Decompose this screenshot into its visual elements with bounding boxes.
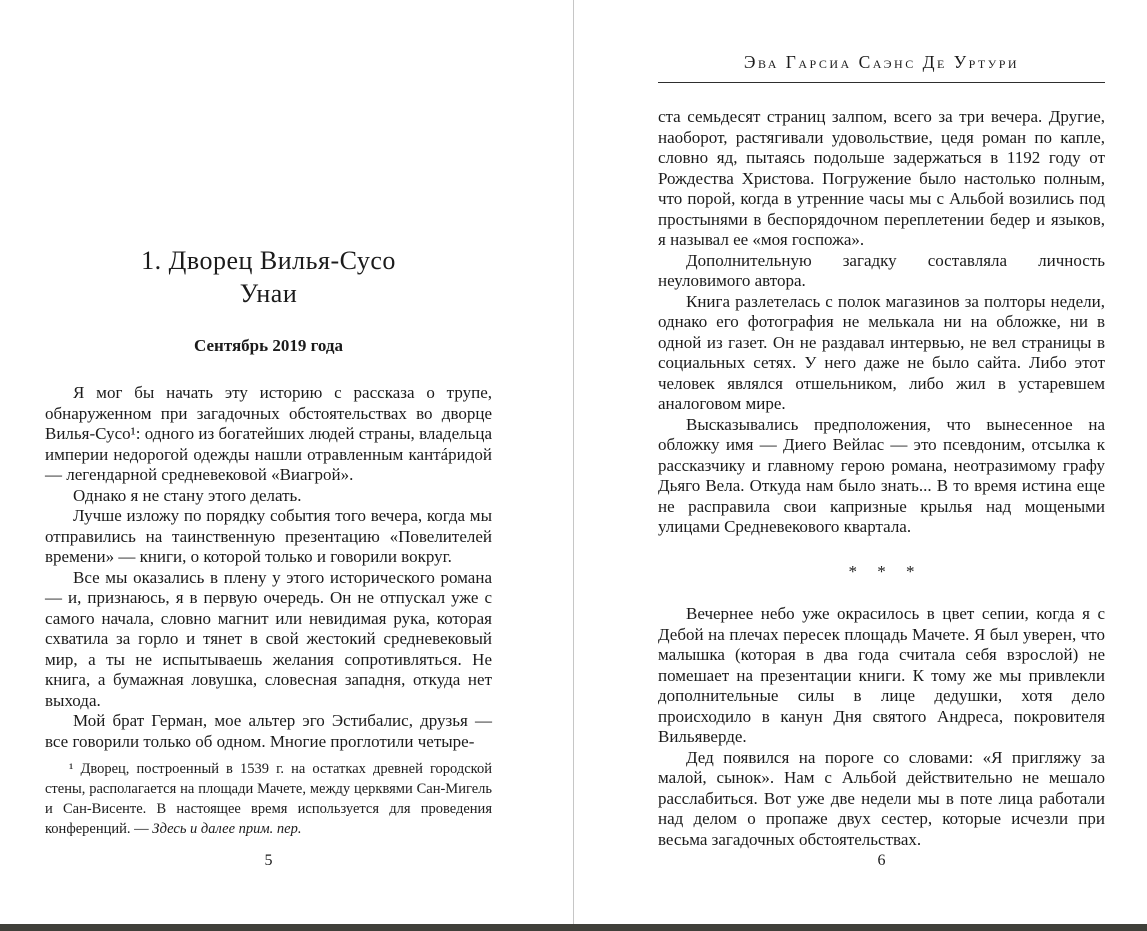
chapter-pov: Унаи <box>239 279 298 308</box>
bottom-bar <box>0 924 1147 931</box>
paragraph: Мой брат Герман, мое альтер эго Эстибалис, друзья — все говорили только об одном. Многие проглотили четыре- <box>45 711 492 751</box>
paragraph: Дед появился на пороге со словами: «Я пригляжу за малой, сынок». Нам с Альбой действительно не мешало расслабиться. Вот уже две недели мы в поте лица работали над делом о пропаже двух сестер, которые исчезли при весьма загадочных обстоятельствах. <box>658 747 1105 849</box>
chapter-date: Сентябрь 2019 года <box>194 336 343 355</box>
paragraph: Книга разлетелась с полок магазинов за полторы недели, однако его фотография не мелькала ни на обложке, ни в одной из газет. Он не раздавал интервью, не вел страницы в социальных сетях. У него даже не было сайта. Либо этот человек являлся отшельником, либо жил в устаревшем аналоговом мире. <box>658 291 1105 413</box>
chapter-title: 1. Дворец Вилья-Сусо <box>141 246 396 275</box>
page-number-left: 5 <box>264 852 273 869</box>
running-header: Эва Гарсиа Саэнс Де Уртури <box>743 52 1020 72</box>
chapter-heading <box>45 244 492 356</box>
paragraph: Вечернее небо уже окрасилось в цвет сепии, когда я с Дебой на плечах пересек площадь Мачете. Я был уверен, что малышка (которая в два года считала себя взрослой) не помешает на презентации книги. К тому же мы привлекли дополнительные силы в лице дедушки, хотя дело происходило в канун Дня святого Андреса, покровителя Вильяверде. <box>658 604 1105 746</box>
paragraph: Дополнительную загадку составляла личность неуловимого автора. <box>658 250 1105 290</box>
paragraph: Лучше изложу по порядку события того вечера, когда мы отправились на таинственную презентацию «Повелителей времени» — книги, о которой только и говорили вокруг. <box>45 506 492 566</box>
paragraph: ста семьдесят страниц залпом, всего за три вечера. Другие, наоборот, растягивали удовольствие, цедя роман по капле, словно яд, пытаясь подольше задержаться в 1192 году от Рождества Христова. Погружение было настолько полным, что порой, когда в утренние часы мы с Альбой возились под простынями в беспорядочном переплетении бедер и языков, я называл ее «моя госпожа». <box>658 107 1105 249</box>
footnote-translator-note: Здесь и далее прим. пер. <box>152 821 302 837</box>
page-divider <box>573 0 574 925</box>
paragraph: Высказывались предположения, что вынесенное на обложку имя — Диего Вейлас — это псевдоним, отсылка к рассказчику и главному герою романа, неотразимому графу Дьяго Вела. Откуда нам было знать... В то время истина еще не расправила свои капризные крылья над мощеными улицами Средневекового квартала. <box>658 414 1105 536</box>
left-page <box>45 0 492 925</box>
header-rule <box>658 82 1105 83</box>
paragraph: Я мог бы начать эту историю с рассказа о трупе, обнаруженном при загадочных обстоятельствах во дворце Вилья-Сусо¹: одного из богатейших людей страны, владельца империи недорогой одежды нашли отравленным кантáридой — легендарной средневековой «Виагрой». <box>45 383 492 484</box>
right-page <box>658 0 1105 925</box>
left-body-text <box>45 383 492 752</box>
paragraph: Все мы оказались в плену у этого исторического романа — и, признаюсь, я в первую очередь. Он не отпускал уже с самого начала, словно магнит или невидимая рука, которая схватила за горло и тянет в свой жестокий средневековый мир, а ты не испытываешь желания сопротивляться. Не книга, а бумажная ловушка, словесная западня, откуда нет выхода. <box>45 567 492 710</box>
scene-separator: * * * <box>848 561 915 581</box>
right-body-text <box>658 107 1105 850</box>
footnote-text: ¹ Дворец, построенный в 1539 г. на остатках древней городской стены, располагается на площади Мачете, между церквями Сан-Мигель и Сан-Висенте. В настоящее время используется для проведения конференций. — <box>45 761 492 837</box>
paragraph: Однако я не стану этого делать. <box>73 485 302 505</box>
page-number-right: 6 <box>877 852 886 869</box>
footnote <box>45 759 492 839</box>
